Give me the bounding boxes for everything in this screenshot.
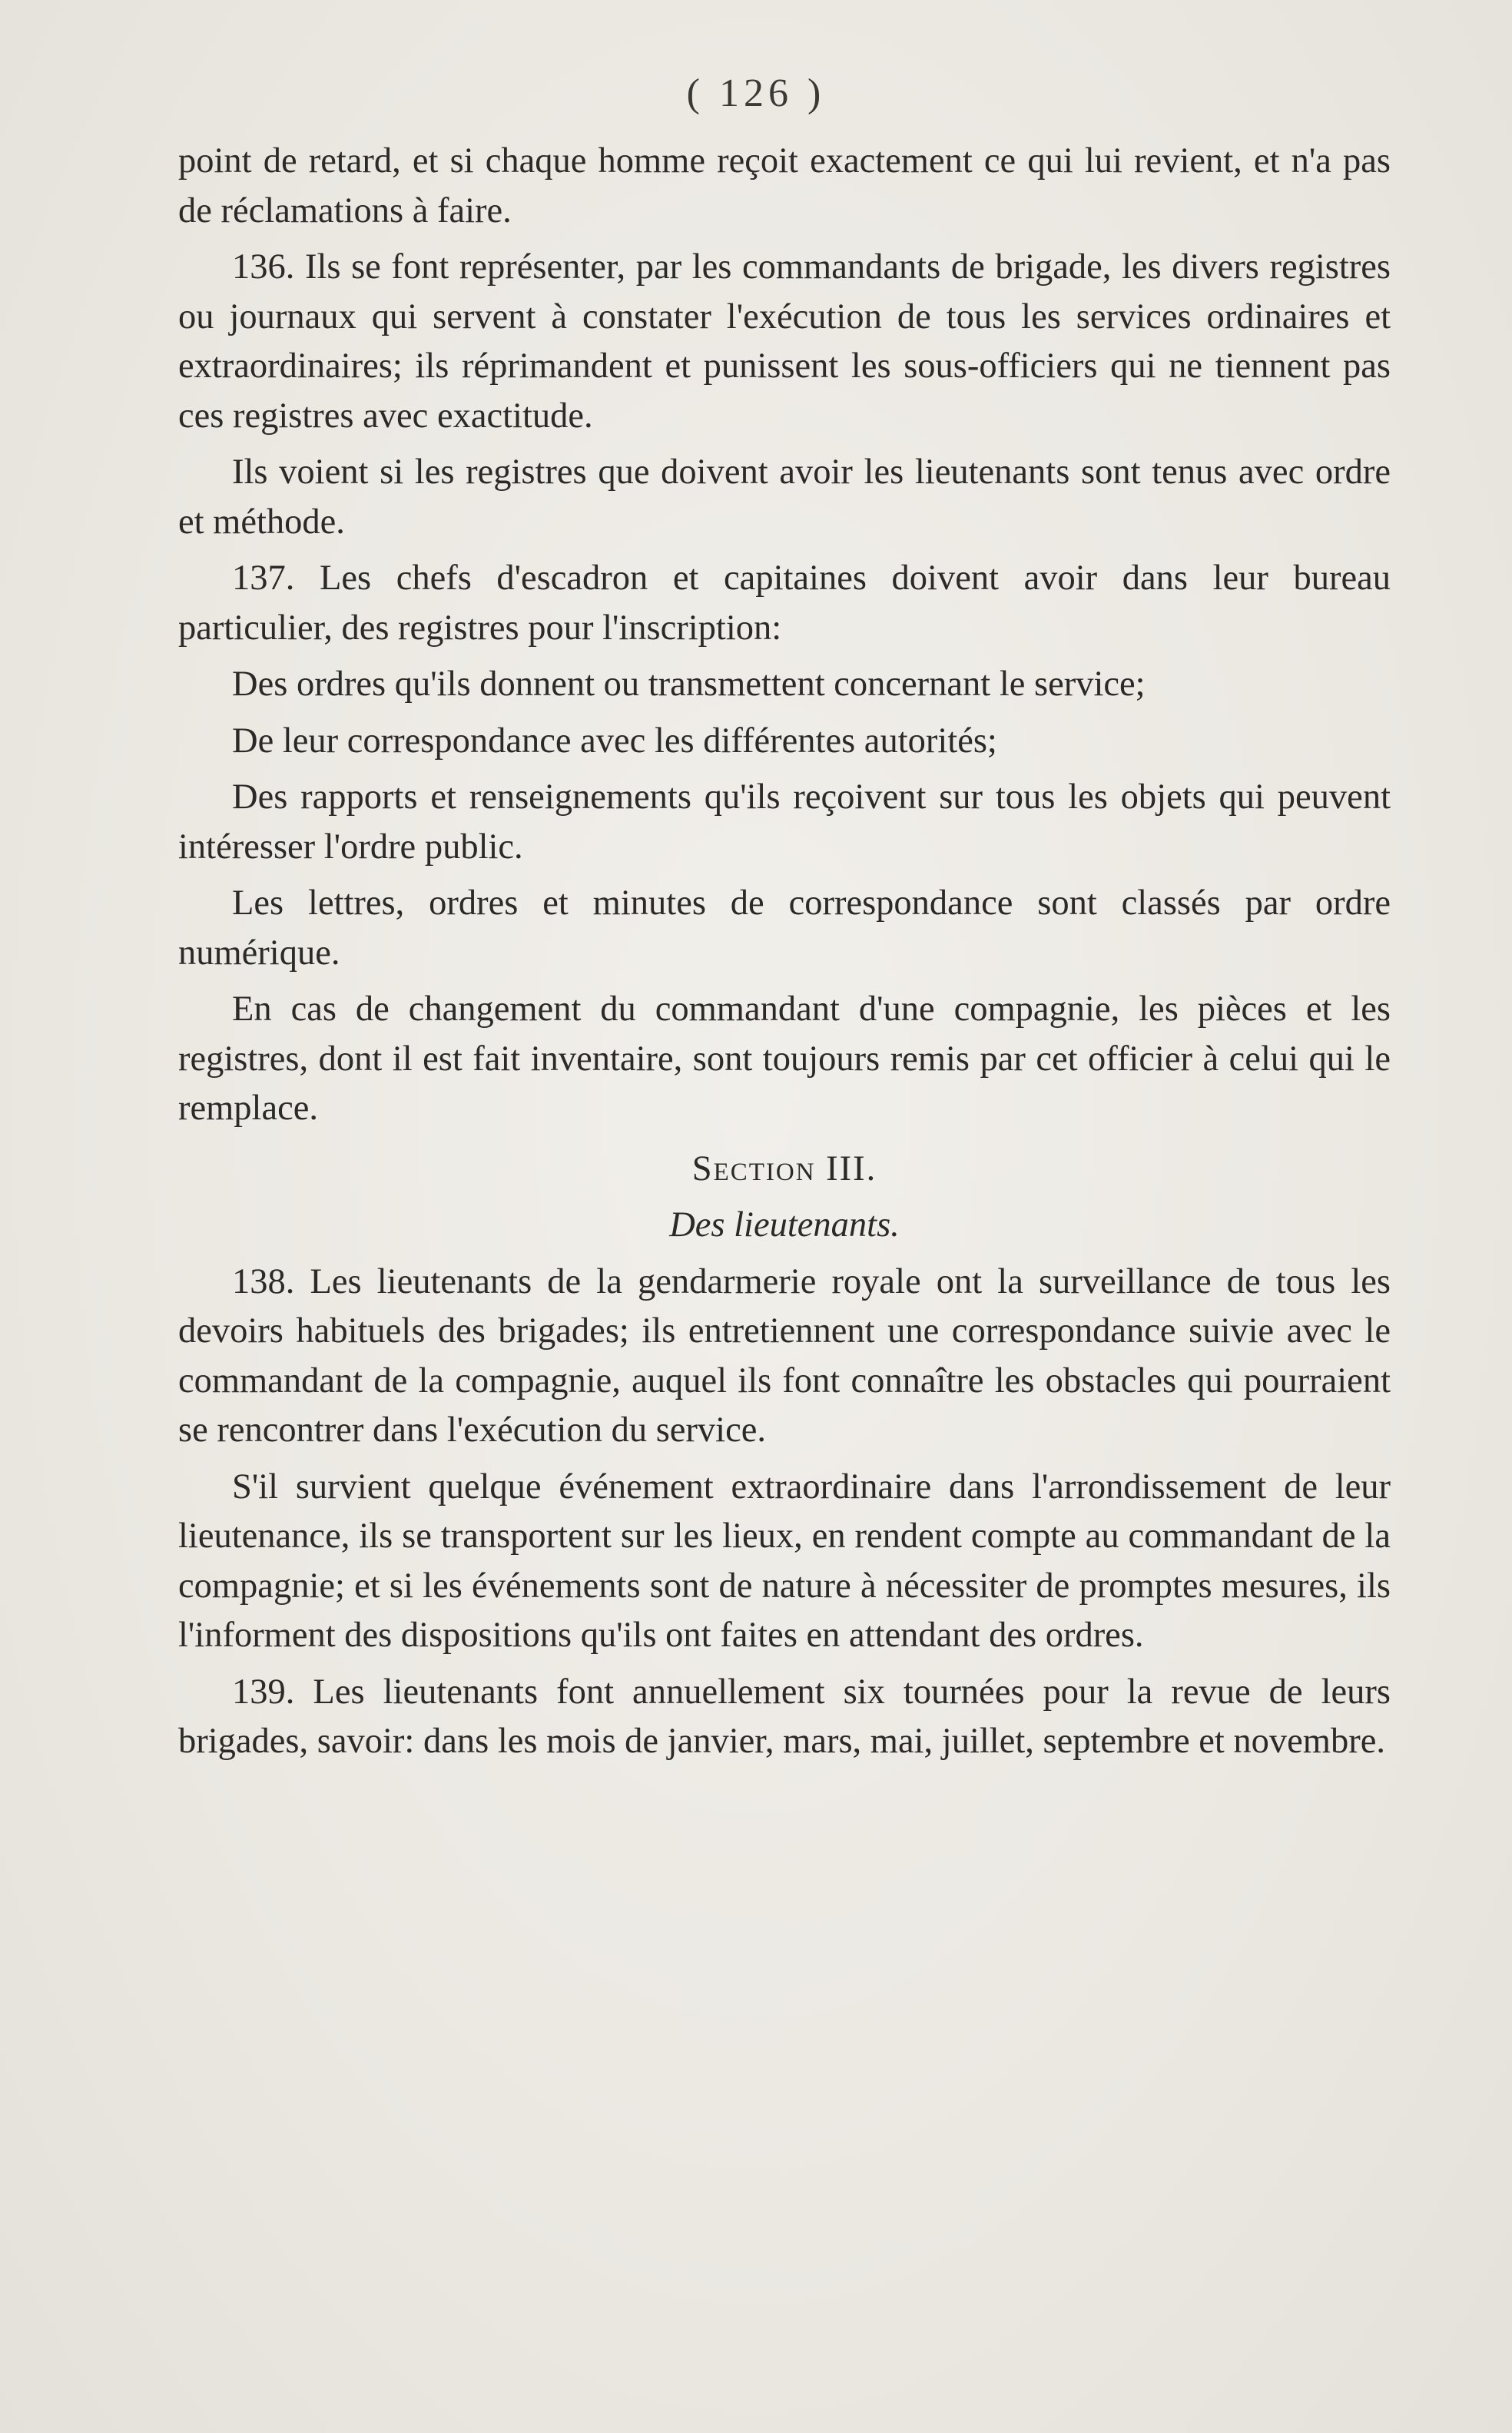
paragraph: Les lettres, ordres et minutes de correspondance sont classés par ordre numérique. [178, 883, 1391, 973]
paragraph: De leur correspondance avec les différentes autorités; [232, 721, 997, 761]
paragraph-137: 137. Les chefs d'escadron et capitaines doivent avoir dans leur bureau particulier, des registres pour l'inscription: [178, 559, 1391, 648]
page-body [178, 137, 1391, 1767]
paragraph: Ils voient si les registres que doivent avoir les lieutenants sont tenus avec ordre et méthode. [178, 452, 1391, 542]
paragraph: En cas de changement du commandant d'une compagnie, les pièces et les registres, dont il est fait inventaire, sont toujours remis par cet officier à celui qui le remplace. [178, 989, 1391, 1128]
page-number: ( 126 ) [686, 71, 826, 115]
section-subtitle: Des lieutenants. [669, 1205, 900, 1245]
paragraph-139: 139. Les lieutenants font annuellement six tournées pour la revue de leurs brigades, savoir: dans les mois de janvier, mars, mai, juillet, septembre et novembre. [178, 1672, 1391, 1761]
paragraph: Des ordres qu'ils donnent ou transmettent concernant le service; [232, 665, 1146, 704]
paragraph: S'il survient quelque événement extraordinaire dans l'arrondissement de leur lieutenance, ils se transportent sur les lieux, en rendent compte au commandant de la compagnie; et si les événements sont de nature à nécessiter de promptes mesures, ils l'informent des dispositions qu'ils ont faites en attendant des ordres. [178, 1467, 1391, 1655]
paragraph-138: 138. Les lieutenants de la gendarmerie royale ont la surveillance de tous les devoirs habituels des brigades; ils entretiennent une correspondance suivie avec le commandant de la compagnie, auquel ils font connaître les obstacles qui pourraient se rencontrer dans l'exécution du service. [178, 1261, 1391, 1450]
paragraph: Des rapports et renseignements qu'ils reçoivent sur tous les objets qui peuvent intéresser l'ordre public. [178, 777, 1391, 867]
paragraph: point de retard, et si chaque homme reçoit exactement ce qui lui revient, et n'a pas de réclamations à faire. [178, 141, 1391, 230]
paragraph-136: 136. Ils se font représenter, par les commandants de brigade, les divers registres ou journaux qui servent à constater l'exécution de tous les services ordinaires et extraordinaires; ils réprimandent et punissent les sous-officiers qui ne tiennent pas ces registres avec exactitude. [178, 247, 1391, 436]
section-heading: Section III. [691, 1149, 877, 1188]
